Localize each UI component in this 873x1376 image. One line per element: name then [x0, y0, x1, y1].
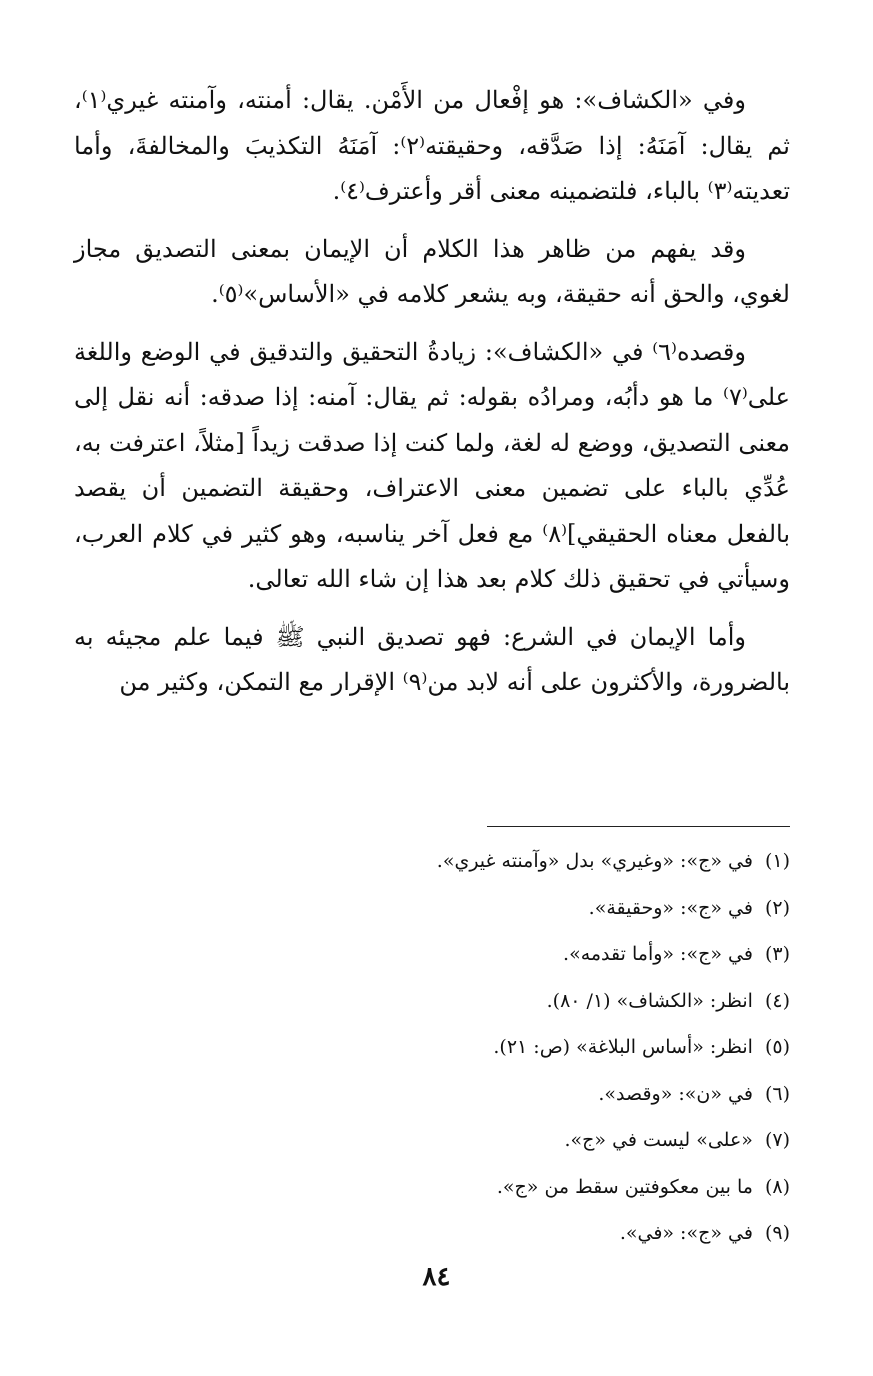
- footnotes: [74, 838, 790, 1257]
- footnote-number: (٣): [764, 943, 790, 965]
- footnote-6: [74, 1071, 790, 1118]
- footnote-number: (٩): [764, 1222, 790, 1244]
- footnote-text: ما بين معكوفتين سقط من «ج».: [496, 1175, 753, 1198]
- footnote-number: (١): [764, 850, 790, 872]
- main-text: [74, 78, 790, 706]
- footnote-8: [74, 1164, 790, 1211]
- paragraph-4: وأما الإيمان في الشرع: فهو تصديق النبي ﷺ فيما علم مجيئه به بالضرورة، والأكثرون على أنه لابد من⁽٩⁾ الإقرار مع التمكن، وكثير من: [74, 622, 790, 696]
- footnote-text: في «ج»: «في».: [619, 1222, 753, 1244]
- footnote-number: (٦): [764, 1082, 790, 1105]
- page-number: ٨٤: [422, 1262, 451, 1292]
- footnote-separator: [487, 826, 790, 827]
- footnote-number: (٤): [764, 989, 790, 1012]
- paragraph-1: وفي «الكشاف»: هو إفْعال من الأَمْن. يقال: أمنته، وآمنته غيري⁽١⁾، ثم يقال: آمَنَهُ: إذا صَدَّقه، وحقيقته⁽٢⁾: آمَنَهُ التكذيبَ والمخالفةَ، وأما تعديته⁽٣⁾ بالباء، فلتضمينه معنى أقر وأعترف⁽٤⁾.: [74, 86, 790, 205]
- footnote-text: انظر: «أساس البلاغة» (ص: ٢١).: [493, 1036, 753, 1058]
- footnote-text: انظر: «الكشاف» (١/ ٨٠).: [546, 989, 753, 1012]
- footnote-9: [74, 1210, 790, 1257]
- footnote-text: في «ج»: «وغيري» بدل «وآمنته غيري».: [436, 850, 753, 872]
- footnote-text: في «ج»: «وأما تقدمه».: [563, 943, 753, 965]
- footnote-number: (٥): [764, 1036, 790, 1058]
- footnote-4: [74, 978, 790, 1025]
- footnote-5: [74, 1024, 790, 1071]
- footnote-number: (٢): [764, 896, 790, 919]
- footnote-7: [74, 1117, 790, 1164]
- footnote-text: في «ن»: «وقصد».: [598, 1082, 753, 1105]
- footnote-text: «على» ليست في «ج».: [564, 1129, 753, 1151]
- footnote-1: [74, 838, 790, 885]
- footnote-text: في «ج»: «وحقيقة».: [588, 896, 753, 919]
- paragraph-3: وقصده⁽٦⁾ في «الكشاف»: زيادةُ التحقيق والتدقيق في الوضع واللغة على⁽٧⁾ ما هو دأبُه، ومرادُه بقوله: ثم يقال: آمنه: إذا صدقه: أنه نقل إلى معنى التصديق، ووضع له لغة، ولما كنت إذا صدقت زيداً [مثلاً، اعترفت به، عُدِّي بالباء على تضمين معنى الاعتراف، وحقيقة التضمين أن يقصد بالفعل معناه الحقيقي]⁽٨⁾ مع فعل آخر يناسبه، وهو كثير في كلام العرب، وسيأتي في تحقيق ذلك كلام بعد هذا إن شاء الله تعالى.: [74, 337, 790, 593]
- footnote-2: [74, 885, 790, 932]
- paragraph-2: وقد يفهم من ظاهر هذا الكلام أن الإيمان بمعنى التصديق مجاز لغوي، والحق أنه حقيقة، وبه يشعر كلامه في «الأساس»⁽٥⁾.: [74, 234, 790, 308]
- footnote-number: (٧): [764, 1129, 790, 1151]
- footnote-number: (٨): [764, 1175, 790, 1198]
- footnote-3: [74, 931, 790, 978]
